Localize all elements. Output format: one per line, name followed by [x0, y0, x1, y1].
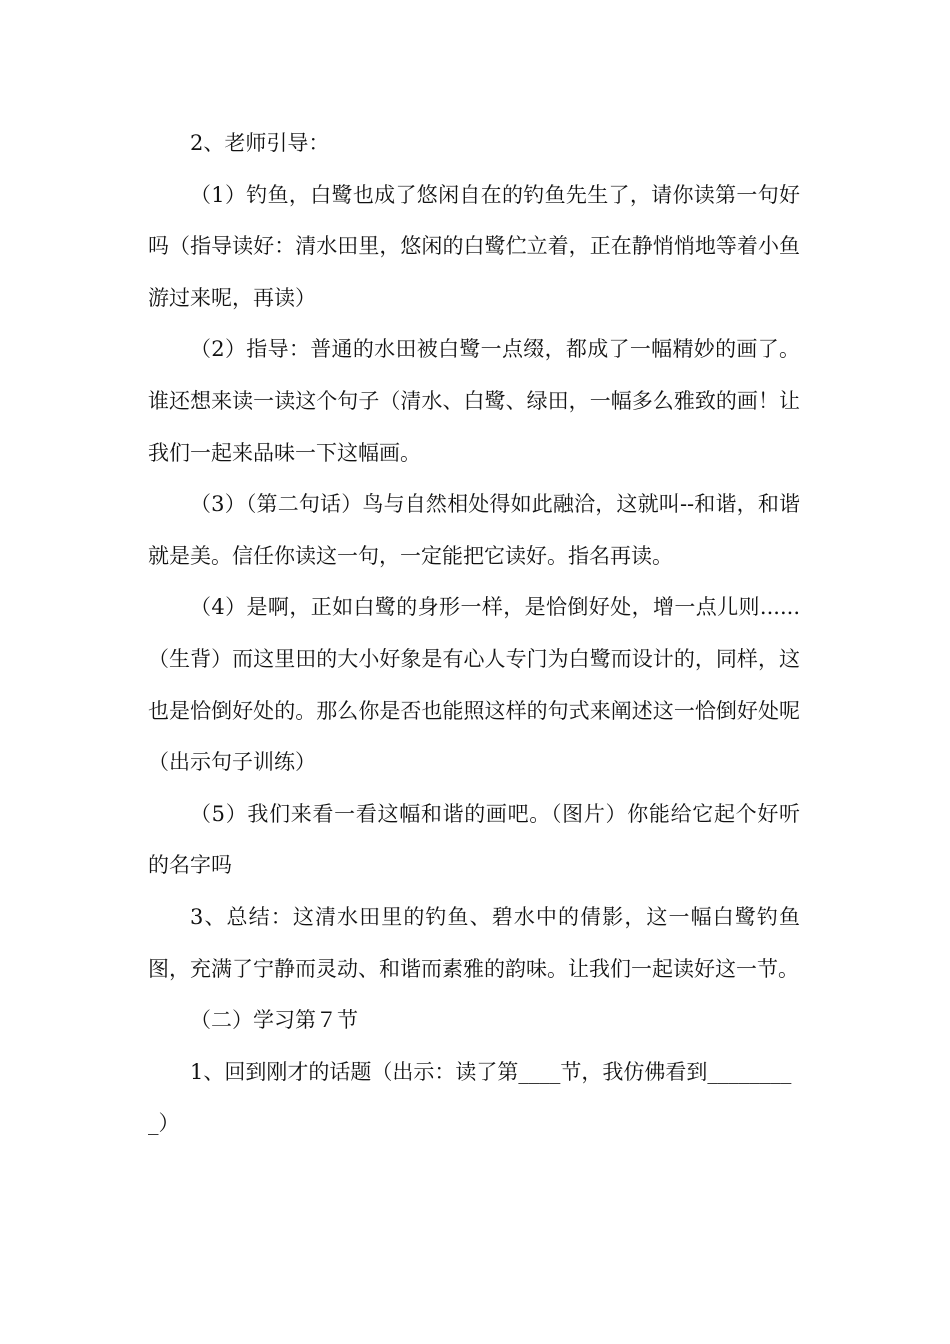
- document-body: [148, 118, 800, 1150]
- paragraph-topic-review: 1、回到刚才的话题（出示：读了第____节，我仿佛看到_________）: [148, 1059, 792, 1136]
- paragraph-point-2: （2）指导：普通的水田被白鹭一点缀，都成了一幅精妙的画了。谁还想来读一读这个句子（清水、白鹭、绿田，一幅多么雅致的画！让我们一起来品味一下这幅画。: [148, 337, 800, 465]
- paragraph-teacher-guide: 2、老师引导：: [190, 131, 330, 155]
- paragraph-point-1: （1）钓鱼，白鹭也成了悠闲自在的钓鱼先生了，请你读第一句好吗（指导读好：清水田里，悠闲的白鹭伫立着，正在静悄悄地等着小鱼游过来呢，再读）: [148, 182, 800, 310]
- paragraph-summary: 3、总结：这清水田里的钓鱼、碧水中的倩影，这一幅白鹭钓鱼图，充满了宁静而灵动、和谐而素雅的韵味。让我们一起读好这一节。: [148, 904, 800, 981]
- paragraph-point-3: （3）（第二句话）鸟与自然相处得如此融洽，这就叫--和谐，和谐就是美。信任你读这一句，一定能把它读好。指名再读。: [148, 492, 800, 568]
- paragraph-point-4: （4）是啊，正如白鹭的身形一样，是恰倒好处，增一点儿则......（生背）而这里田的大小好象是有心人专门为白鹭而设计的，同样，这也是恰倒好处的。那么你是否也能照这样的句式来阐述这一恰倒好处呢（出示句子训练）: [148, 595, 800, 775]
- paragraph-section-heading: （二）学习第７节: [190, 1008, 358, 1033]
- paragraph-point-5: （5）我们来看一看这幅和谐的画吧。（图片）你能给它起个好听的名字吗: [148, 801, 800, 878]
